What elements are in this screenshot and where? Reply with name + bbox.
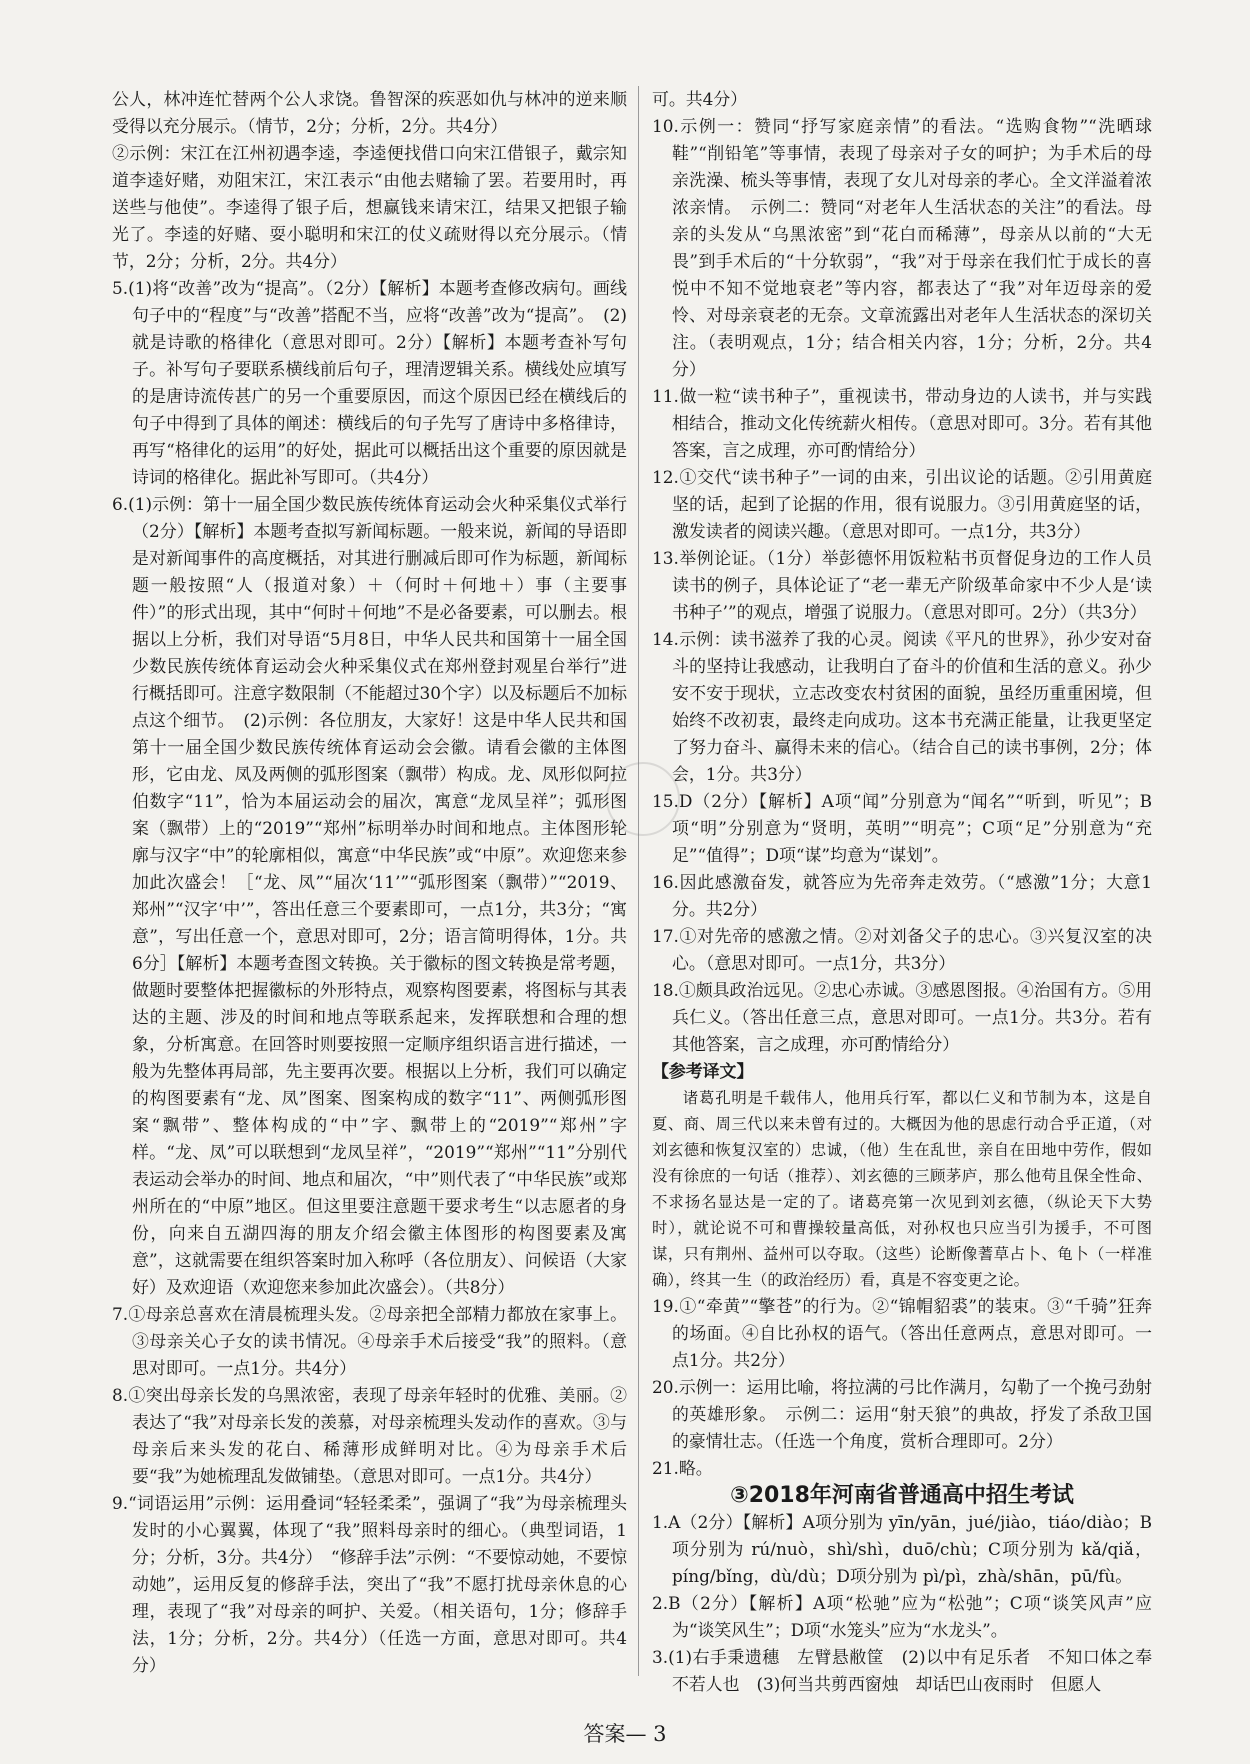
answer-item-2: 2.B（2分）【解析】A项“松驰”应为“松弛”；C项“谈笑风声”应为“谈笑风生”；D项“水笼头”应为“水龙头”。 bbox=[652, 1593, 1152, 1640]
reference-translation-heading: 【参考译文】 bbox=[652, 1061, 754, 1081]
answer-item-16: 16.因此感激奋发，就答应为先帝奔走效劳。（“感激”1分；大意1分。共2分） bbox=[652, 872, 1152, 919]
answer-paragraph: 公人，林冲连忙替两个公人求饶。鲁智深的疾恶如仇与林冲的逆来顺受得以充分展示。（情节，2分；分析，2分。共4分） bbox=[112, 89, 627, 136]
answer-item-10: 10.示例一：赞同“抒写家庭亲情”的看法。“选购食物”“洗晒球鞋”“削铅笔”等事情，表现了母亲对子女的呵护；为手术后的母亲洗澡、梳头等事情，表现了女儿对母亲的孝心。全文洋溢着浓浓亲情。 示例二：赞同“对老年人生活状态的关注”的看法。母亲的头发从“乌黑浓密”到“花白而稀薄”，母亲从以前的“大无畏”到手术后的“十分软弱”，“我”对于母亲在我们忙于成长的喜悦中不知不觉地衰老”等内容，都表达了“我”对年迈母亲的爱怜、对母亲衰老的无奈。文章流露出对老年人生活状态的深切关注。（表明观点，1分；结合相关内容，1分；分析，2分。共4分） bbox=[652, 116, 1152, 379]
answer-paragraph: ②示例：宋江在江州初遇李逵，李逵便找借口向宋江借银子，戴宗知道李逵好赌，劝阻宋江，宋江表示“由他去赌输了罢。若要用时，再送些与他使”。李逵得了银子后，想赢钱来请宋江，结果又把银子输光了。李逵的好赌、耍小聪明和宋江的仗义疏财得以充分展示。（情节，2分；分析，2分。共4分） bbox=[112, 143, 627, 271]
answer-item-14: 14.示例：读书滋养了我的心灵。阅读《平凡的世界》，孙少安对奋斗的坚持让我感动，让我明白了奋斗的价值和生活的意义。孙少安不安于现状，立志改变农村贫困的面貌，虽经历重重困境，但始终不改初衷，最终走向成功。这本书充满正能量，让我更坚定了努力奋斗、赢得未来的信心。（结合自己的读书事例，2分；体会，1分。共3分） bbox=[652, 629, 1152, 784]
answer-continuation: 可。共4分） bbox=[652, 89, 748, 109]
answer-item-18: 18.①颇具政治远见。②忠心赤诚。③感恩图报。④治国有方。⑤用兵仁义。（答出任意三点，意思对即可。一点1分。共3分。若有其他答案，言之成理，亦可酌情给分） bbox=[652, 980, 1152, 1054]
watermark-stamp-icon bbox=[606, 762, 680, 836]
answer-item-11: 11.做一粒“读书种子”，重视读书，带动身边的人读书，并与实践相结合，推动文化传统薪火相传。（意思对即可。3分。若有其他答案，言之成理，亦可酌情给分） bbox=[652, 386, 1152, 460]
answer-item-12: 12.①交代“读书种子”一词的由来，引出议论的话题。②引用黄庭坚的话，起到了论据的作用，很有说服力。③引用黄庭坚的话，激发读者的阅读兴趣。（意思对即可。一点1分，共3分） bbox=[652, 467, 1152, 541]
answer-item-8: 8.①突出母亲长发的乌黑浓密，表现了母亲年轻时的优雅、美丽。②表达了“我”对母亲长发的羡慕，对母亲梳理头发动作的喜欢。③与母亲后来头发的花白、稀薄形成鲜明对比。④为母亲手术后要“我”为她梳理乱发做铺垫。（意思对即可。一点1分。共4分） bbox=[112, 1385, 627, 1486]
answer-item-3: 3.(1)右手秉遗穗 左臂悬敝筐 (2)以中有足乐者 不知口体之奉不若人也 (3)何当共剪西窗烛 却话巴山夜雨时 但愿人 bbox=[652, 1647, 1152, 1694]
reference-translation: 诸葛孔明是千载伟人，他用兵行军，都以仁义和节制为本，这是自夏、商、周三代以来未曾有过的。大概因为他的思虑行动合乎正道，（对刘玄德和恢复汉室的）忠诚，（他）生在乱世，亲自在田地中劳作，假如没有徐庶的一句话（推荐）、刘玄德的三顾茅庐，那么他苟且保全性命、不求扬名显达是一定的了。诸葛亮第一次见到刘玄德，（纵论天下大势时），就论说不可和曹操较量高低，对孙权也只应当引为援手，不可图谋，只有荆州、益州可以夺取。（这些）论断像蓍草占卜、龟卜（一样准确），终其一生（的政治经历）看，真是不容变更之论。 bbox=[652, 1089, 1152, 1289]
answer-item-13: 13.举例论证。（1分）举彭德怀用饭粒粘书页督促身边的工作人员读书的例子，具体论证了“老一辈无产阶级革命家中不少人是‘读书种子’”的观点，增强了说服力。（意思对即可。2分）（共3分） bbox=[652, 548, 1152, 622]
answer-item-19: 19.①“牵黄”“擎苍”的行为。②“锦帽貂裘”的装束。③“千骑”狂奔的场面。④自比孙权的语气。（答出任意两点，意思对即可。一点1分。共2分） bbox=[652, 1296, 1152, 1370]
answer-item-7: 7.①母亲总喜欢在清晨梳理头发。②母亲把全部精力都放在家事上。③母亲关心子女的读书情况。④母亲手术后接受“我”的照料。（意思对即可。一点1分。共4分） bbox=[112, 1304, 627, 1378]
answer-item-17: 17.①对先帝的感激之情。②对刘备父子的忠心。③兴复汉室的决心。（意思对即可。一点1分，共3分） bbox=[652, 926, 1152, 973]
answer-item-9: 9.“词语运用”示例：运用叠词“轻轻柔柔”，强调了“我”为母亲梳理头发时的小心翼翼，体现了“我”照料母亲时的细心。（典型词语，1分；分析，3分。共4分） “修辞手法”示例：“不要惊动她，不要惊动她”，运用反复的修辞手法，突出了“我”不愿打扰母亲休息的心理，表现了“我”对母亲的呵护、关爱。（相关语句，1分；修辞手法，1分；分析，2分。共4分）（任选一方面，意思对即可。共4分） bbox=[112, 1493, 627, 1675]
answer-item-15: 15.D（2分）【解析】A项“闻”分别意为“闻名”“听到，听见”；B项“明”分别意为“贤明，英明”“明亮”；C项“足”分别意为“充足”“值得”；D项“谋”均意为“谋划”。 bbox=[652, 791, 1152, 865]
answer-item-6: 6.(1)示例：第十一届全国少数民族传统体育运动会火种采集仪式举行（2分）【解析】本题考查拟写新闻标题。一般来说，新闻的导语即是对新闻事件的高度概括，对其进行删减后即可作为标题，新闻标题一般按照“人（报道对象）＋（何时＋何地＋）事（主要事件）”的形式出现，其中“何时＋何地”不是必备要素，可以删去。根据以上分析，我们对导语“5月8日，中华人民共和国第十一届全国少数民族传统体育运动会火种采集仪式在郑州登封观星台举行”进行概括即可。注意字数限制（不能超过30个字）以及标题后不加标点这个细节。 (2)示例：各位朋友，大家好！这是中华人民共和国第十一届全国少数民族传统体育运动会会徽。请看会徽的主体图形，它由龙、凤及两侧的弧形图案（飘带）构成。龙、凤形似阿拉伯数字“11”，恰为本届运动会的届次，寓意“龙凤呈祥”；弧形图案（飘带）上的“2019”“郑州”标明举办时间和地点。主体图形轮廓与汉字“中”的轮廓相似，寓意“中华民族”或“中原”。欢迎您来参加此次盛会！［“龙、凤”“届次‘11’”“弧形图案（飘带）”“2019、郑州”“汉字‘中’”，答出任意三个要素即可，一点1分，共3分；“寓意”，写出任意一个，意思对即可，2分；语言简明得体，1分。共6分］【解析】本题考查图文转换。关于徽标的图文转换是常考题，做题时要整体把握徽标的外形特点，观察构图要素，将图标与其表达的主题、涉及的时间和地点等联系起来，发挥联想和合理的想象，分析寓意。在回答时则要按照一定顺序组织语言进行描述，一般为先整体再局部，先主要再次要。根据以上分析，我们可以确定的构图要素有“龙、凤”图案、图案构成的数字“11”、两侧弧形图案“飘带”、整体构成的“中”字、飘带上的“2019”“郑州”字样。“龙、凤”可以联想到“龙凤呈祥”，“2019”“郑州”“11”分别代表运动会举办的时间、地点和届次，“中”则代表了“中华民族”或郑州所在的“中原”地区。但这里要注意题干要求考生“以志愿者的身份，向来自五湖四海的朋友介绍会徽主体图形的构图要素及寓意”，这就需要在组织答案时加入称呼（各位朋友）、问候语（大家好）及欢迎语（欢迎您来参加此次盛会）。（共8分） bbox=[112, 494, 627, 1297]
answer-item-21: 21.略。 bbox=[652, 1458, 713, 1478]
column-divider bbox=[638, 86, 639, 1676]
answer-item-20: 20.示例一：运用比喻，将拉满的弓比作满月，勾勒了一个挽弓劲射的英雄形象。 示例二：运用“射天狼”的典故，抒发了杀敌卫国的豪情壮志。（任选一个角度，赏析合理即可。2分） bbox=[652, 1377, 1152, 1451]
right-column bbox=[652, 86, 1152, 1698]
page-footer: 答案— 3 bbox=[583, 1722, 667, 1746]
left-column bbox=[112, 86, 627, 1679]
section-title: ③2018年河南省普通高中招生考试 bbox=[730, 1483, 1074, 1508]
answer-item-1: 1.A（2分）【解析】A项分别为 yīn/yān，jué/jiào，tiáo/diào；B项分别为 rú/nuò，shì/shì，duō/chù；C项分别为 kǎ/qiǎ，píng/bǐng，dù/dù；D项分别为 pì/pì，zhà/shān，pū/fù。 bbox=[652, 1512, 1152, 1586]
answer-item-5: 5.(1)将“改善”改为“提高”。（2分）【解析】本题考查修改病句。画线句子中的“程度”与“改善”搭配不当，应将“改善”改为“提高”。 (2)就是诗歌的格律化（意思对即可。2分）【解析】本题考查补写句子。补写句子要联系横线前后句子，理清逻辑关系。横线处应填写的是唐诗流传甚广的另一个重要原因，而这个原因已经在横线后的句子中得到了具体的阐述：横线后的句子先写了唐诗中多格律诗，再写“格律化的运用”的好处，据此可以概括出这个重要的原因就是诗词的格律化。据此补写即可。（共4分） bbox=[112, 278, 627, 487]
